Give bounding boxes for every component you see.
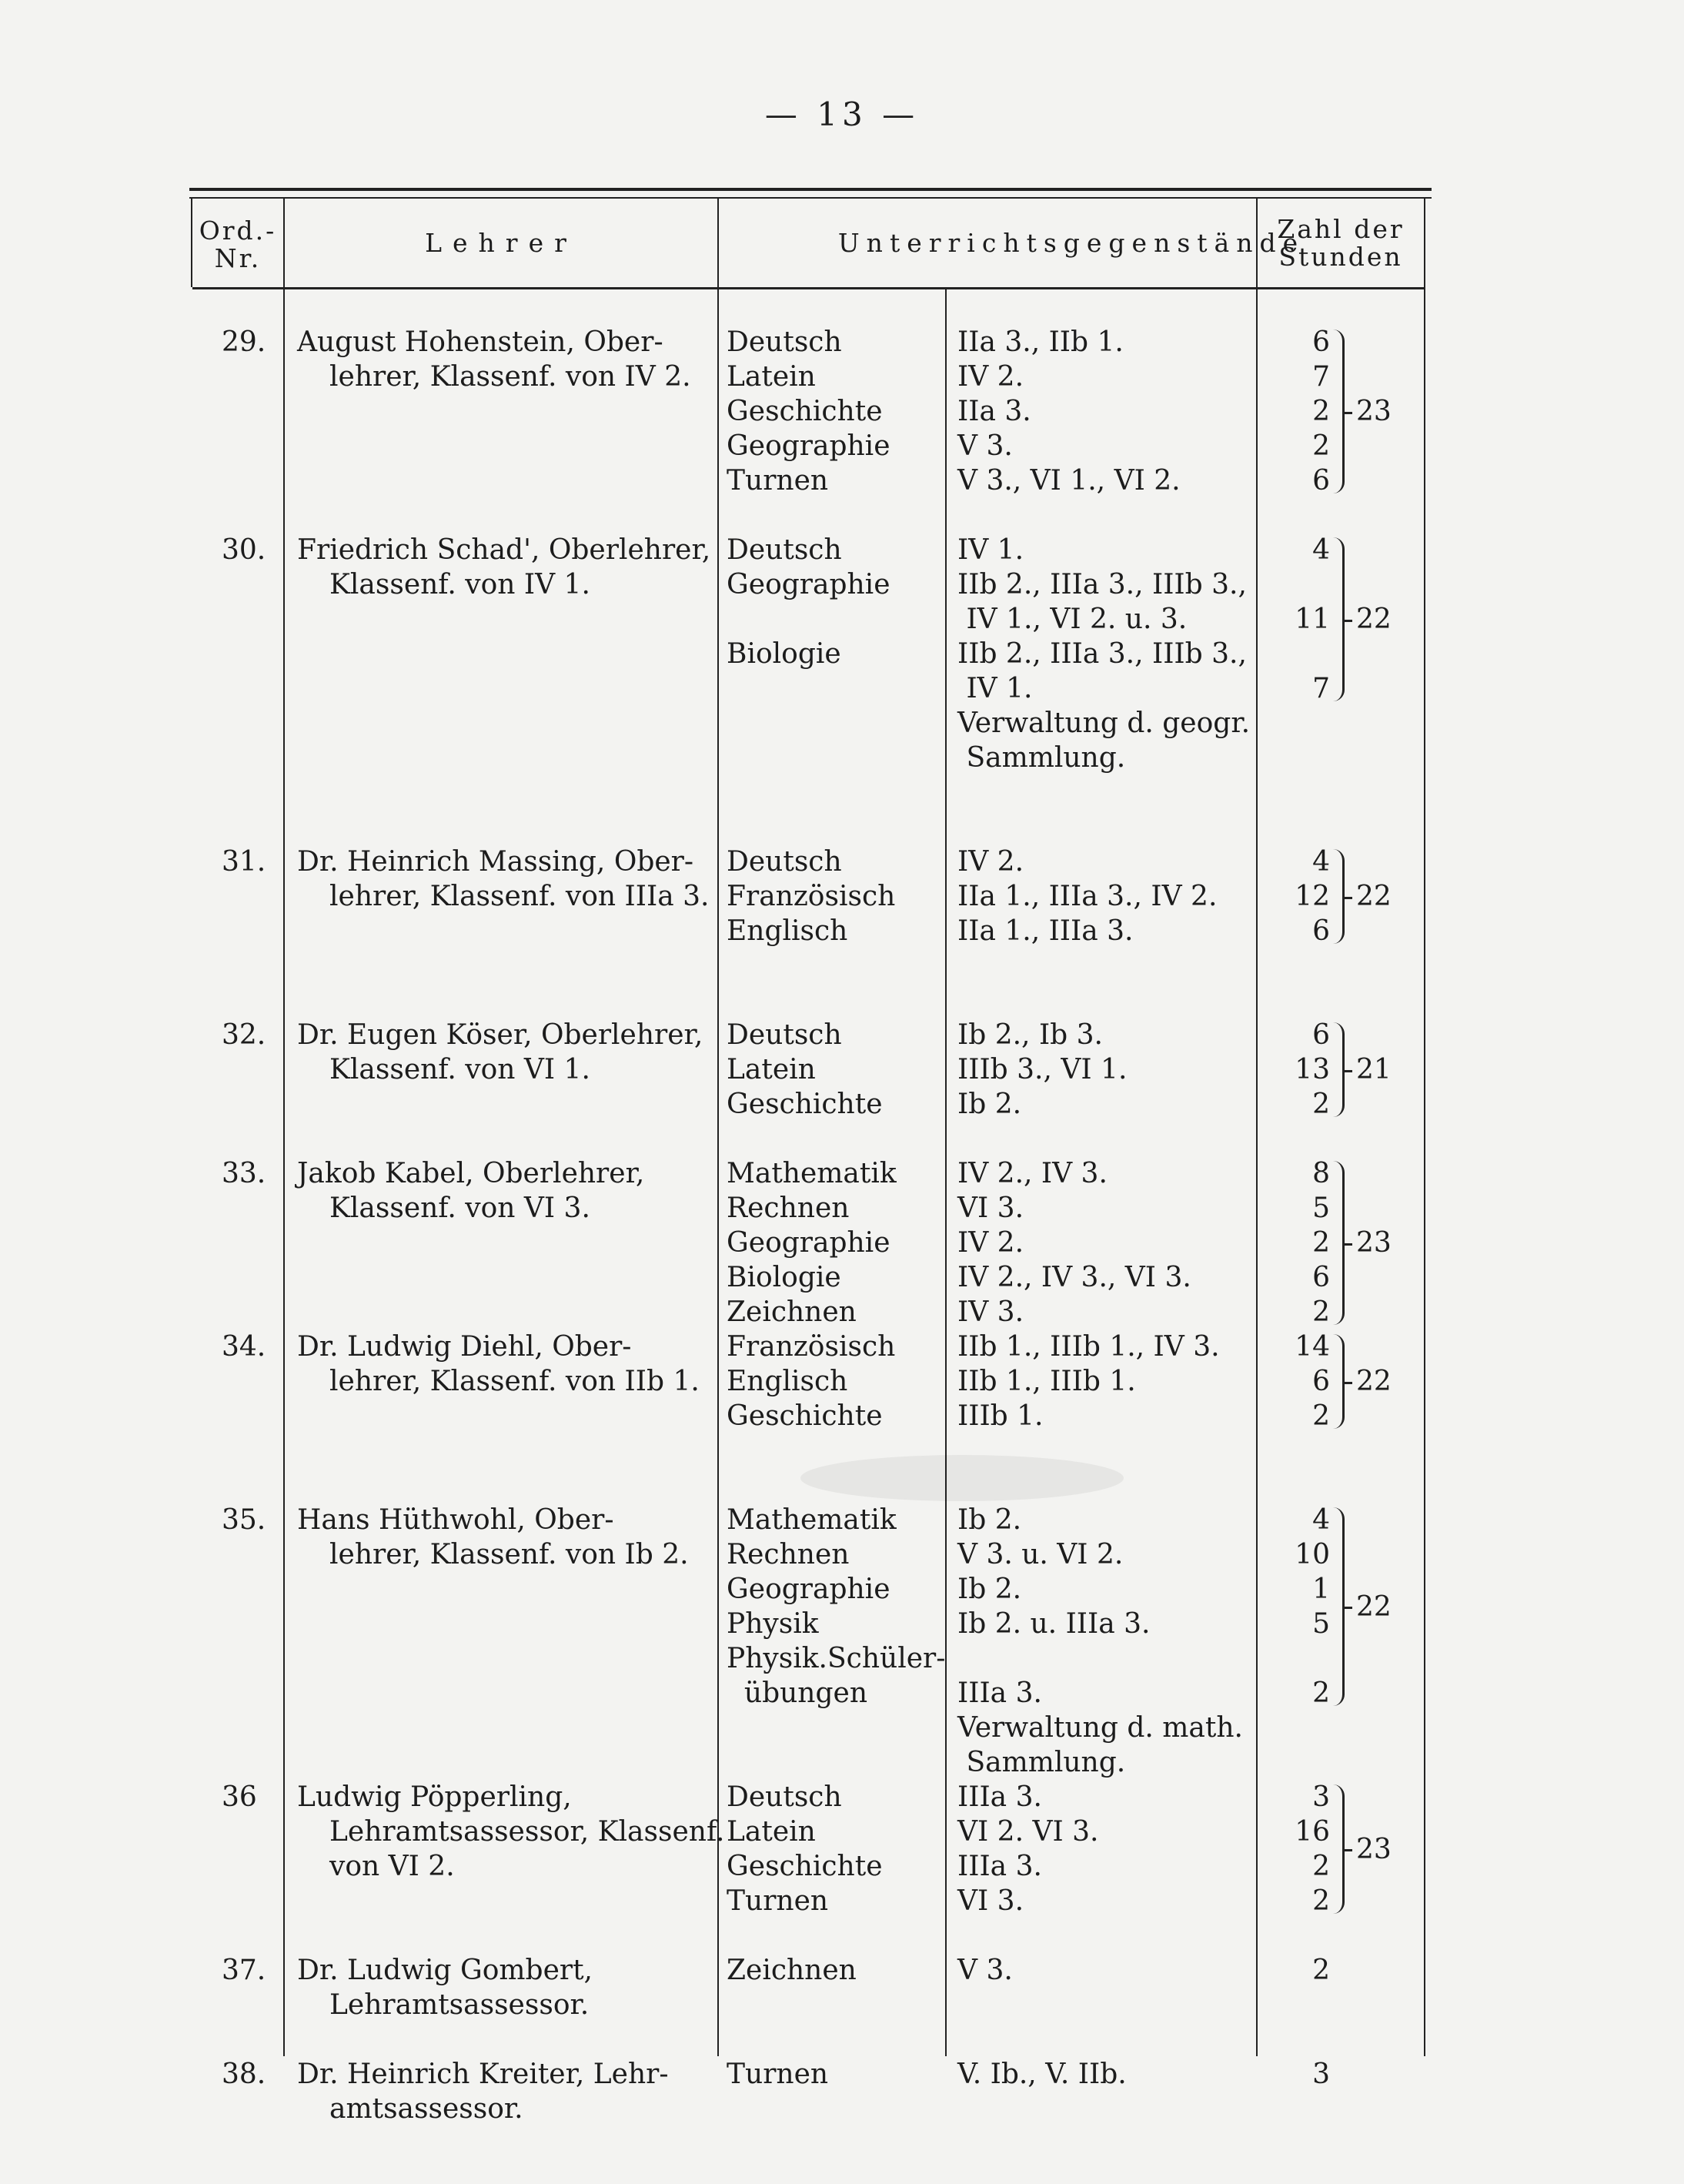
subject-name: Latein [727, 1816, 816, 1848]
teacher-name-line: Jakob Kabel, Oberlehrer, [297, 1158, 645, 1189]
class-list: IIb 2., IIIa 3., IIIb 3., [957, 638, 1247, 670]
teacher-name-line: Dr. Heinrich Massing, Ober- [297, 846, 694, 878]
class-list: IIIa 3. [957, 1677, 1042, 1709]
hours-brace [1333, 1784, 1345, 1914]
class-list: Ib 2. [957, 1089, 1022, 1120]
subject-name: Deutsch [727, 326, 842, 358]
class-list: IIIb 1. [957, 1400, 1044, 1432]
teacher-name-line: von VI 2. [329, 1851, 455, 1882]
subject-name: Zeichnen [727, 1296, 857, 1328]
subject-name: Französisch [727, 881, 896, 912]
teacher-name-line: Hans Hüthwohl, Ober- [297, 1504, 614, 1536]
subject-name: Biologie [727, 638, 841, 670]
header-nr [194, 217, 282, 273]
hours-brace [1333, 1507, 1345, 1706]
hours-value: 4 [1312, 534, 1330, 566]
teacher-name-line: Lehramtsassessor, Klassenf. [329, 1816, 725, 1848]
subject-name: Rechnen [727, 1192, 850, 1224]
subject-name: Deutsch [727, 534, 842, 566]
subject-name: Latein [727, 361, 816, 393]
column-line-nr [283, 199, 285, 2056]
column-line-teacher [717, 199, 719, 2056]
class-list: IV 2., IV 3. [957, 1158, 1108, 1189]
teacher-name-line: Dr. Heinrich Kreiter, Lehr- [297, 2059, 669, 2090]
class-list: IV 1. [957, 673, 1033, 704]
hours-value: 12 [1295, 881, 1330, 912]
subject-name: Turnen [727, 1885, 829, 1917]
teacher-name-line: Friedrich Schad', Oberlehrer, [297, 534, 711, 566]
header-hours-line2: Stunden [1278, 242, 1403, 272]
hours-value: 5 [1312, 1192, 1330, 1224]
class-list: Sammlung. [957, 742, 1126, 774]
class-list: Sammlung. [957, 1747, 1126, 1778]
hours-value: 2 [1312, 1227, 1330, 1259]
subject-name: Latein [727, 1054, 816, 1085]
hours-value: 2 [1312, 1677, 1330, 1709]
hours-brace [1333, 1334, 1345, 1429]
subject-name: Geographie [727, 1574, 890, 1605]
subject-name: Geographie [727, 430, 890, 462]
hours-brace [1333, 1022, 1345, 1117]
class-list: IV 2. [957, 1227, 1024, 1259]
class-list: IIa 3., IIb 1. [957, 326, 1124, 358]
class-list: IIIa 3. [957, 1781, 1042, 1813]
subject-name: Französisch [727, 1331, 896, 1363]
entry-number: 35. [222, 1504, 266, 1536]
subject-name: Physik.Schüler- [727, 1643, 946, 1674]
teacher-name-line: Klassenf. von IV 1. [329, 569, 590, 600]
hours-value: 2 [1312, 396, 1330, 427]
hours-value: 10 [1295, 1539, 1330, 1570]
hours-value: 13 [1295, 1054, 1330, 1085]
hours-value: 16 [1295, 1816, 1330, 1848]
class-list: Verwaltung d. geogr. [957, 707, 1251, 739]
entry-number: 38. [222, 2059, 266, 2090]
class-list: IV 2. [957, 361, 1024, 393]
subject-name: Zeichnen [727, 1955, 857, 1986]
paper-stain [800, 1455, 1124, 1501]
hours-value: 11 [1295, 604, 1330, 635]
teacher-name-line: Dr. Eugen Köser, Oberlehrer, [297, 1019, 703, 1051]
class-list: IV 1., VI 2. u. 3. [957, 604, 1188, 635]
entry-number: 36 [222, 1781, 257, 1813]
header-hours-line1: Zahl der [1277, 214, 1405, 244]
subject-name: Geschichte [727, 1851, 883, 1882]
teacher-name-line: lehrer, Klassenf. von IV 2. [329, 361, 691, 393]
subject-name: Mathematik [727, 1158, 897, 1189]
top-double-rule-thin [189, 197, 1432, 199]
total-hours: 21 [1356, 1054, 1392, 1085]
entry-number: 34. [222, 1331, 266, 1363]
teacher-name-line: amtsassessor. [329, 2093, 523, 2125]
class-list: IIIa 3. [957, 1851, 1042, 1882]
header-hours [1259, 216, 1422, 271]
total-hours: 23 [1356, 1227, 1392, 1259]
class-list: IV 1. [957, 534, 1024, 566]
subject-name: Geschichte [727, 396, 883, 427]
teacher-name-line: Klassenf. von VI 3. [329, 1192, 590, 1224]
class-list: Ib 2. [957, 1574, 1022, 1605]
class-list: IV 2., IV 3., VI 3. [957, 1262, 1191, 1293]
class-list: IIa 1., IIIa 3. [957, 915, 1134, 947]
class-list: V 3. [957, 430, 1013, 462]
class-list: IIIb 3., VI 1. [957, 1054, 1128, 1085]
class-list: IIb 1., IIIb 1., IV 3. [957, 1331, 1220, 1363]
total-hours: 22 [1356, 1590, 1392, 1623]
header-nr-line1: Ord.- [199, 216, 277, 246]
class-list: IIb 1., IIIb 1. [957, 1366, 1136, 1397]
header-subjects: Unterrichtsgegenstände [837, 228, 1305, 258]
teacher-name-line: Klassenf. von VI 1. [329, 1054, 590, 1085]
hours-value: 8 [1312, 1158, 1330, 1189]
entry-number: 30. [222, 534, 266, 566]
class-list: IV 2. [957, 846, 1024, 878]
subject-name: Turnen [727, 2059, 829, 2090]
class-list: IIa 1., IIIa 3., IV 2. [957, 881, 1218, 912]
hours-brace [1333, 537, 1345, 701]
header-teacher: Lehrer [425, 228, 577, 258]
hours-value: 3 [1312, 2059, 1330, 2090]
hours-value: 2 [1312, 1851, 1330, 1882]
hours-value: 14 [1295, 1331, 1330, 1363]
entry-number: 32. [222, 1019, 266, 1051]
entry-number: 37. [222, 1955, 266, 1986]
class-list: IIb 2., IIIa 3., IIIb 3., [957, 569, 1247, 600]
teacher-name-line: Dr. Ludwig Gombert, [297, 1955, 593, 1986]
teacher-name-line: Lehramtsassessor. [329, 1989, 590, 2021]
class-list: V 3., VI 1., VI 2. [957, 465, 1181, 497]
hours-value: 2 [1312, 430, 1330, 462]
column-line-subject [945, 289, 947, 2056]
subject-name: Biologie [727, 1262, 841, 1293]
hours-value: 6 [1312, 1019, 1330, 1051]
header-nr-line2: Nr. [214, 243, 262, 273]
total-hours: 22 [1356, 1366, 1392, 1397]
page-number: — 13 — [764, 95, 920, 133]
hours-value: 2 [1312, 1089, 1330, 1120]
total-hours: 22 [1356, 881, 1392, 912]
subject-name: Physik [727, 1608, 819, 1640]
teacher-name-line: Dr. Ludwig Diehl, Ober- [297, 1331, 632, 1363]
subject-name: Turnen [727, 465, 829, 497]
hours-value: 2 [1312, 1296, 1330, 1328]
column-line-right [1424, 199, 1425, 2056]
subject-name: Mathematik [727, 1504, 897, 1536]
hours-value: 6 [1312, 1366, 1330, 1397]
column-line-left [191, 199, 192, 287]
class-list: VI 3. [957, 1192, 1024, 1224]
hours-value: 3 [1312, 1781, 1330, 1813]
teacher-name-line: lehrer, Klassenf. von IIIa 3. [329, 881, 710, 912]
class-list: V. Ib., V. IIb. [957, 2059, 1127, 2090]
total-hours: 23 [1356, 1833, 1392, 1865]
teacher-name-line: Ludwig Pöpperling, [297, 1781, 572, 1813]
hours-value: 2 [1312, 1400, 1330, 1432]
entry-number: 31. [222, 846, 266, 878]
hours-value: 6 [1312, 326, 1330, 358]
hours-value: 2 [1312, 1955, 1330, 1986]
class-list: Verwaltung d. math. [957, 1712, 1243, 1744]
class-list: V 3. [957, 1955, 1013, 1986]
hours-value: 4 [1312, 1504, 1330, 1536]
class-list: IIa 3. [957, 396, 1031, 427]
subject-name: Geographie [727, 569, 890, 600]
hours-value: 6 [1312, 915, 1330, 947]
class-list: V 3. u. VI 2. [957, 1539, 1124, 1570]
hours-brace [1333, 1161, 1345, 1325]
hours-value: 7 [1312, 361, 1330, 393]
teacher-name-line: lehrer, Klassenf. von IIb 1. [329, 1366, 700, 1397]
subject-name: Geographie [727, 1227, 890, 1259]
hours-value: 1 [1312, 1574, 1330, 1605]
subject-name: übungen [727, 1677, 868, 1709]
class-list: VI 2. VI 3. [957, 1816, 1099, 1848]
top-double-rule [189, 188, 1432, 191]
subject-name: Englisch [727, 915, 848, 947]
hours-value: 2 [1312, 1885, 1330, 1917]
hours-value: 4 [1312, 846, 1330, 878]
class-list: Ib 2. [957, 1504, 1022, 1536]
class-list: IV 3. [957, 1296, 1024, 1328]
teacher-name-line: lehrer, Klassenf. von Ib 2. [329, 1539, 689, 1570]
hours-brace [1333, 329, 1345, 493]
hours-value: 6 [1312, 1262, 1330, 1293]
teacher-name-line: August Hohenstein, Ober- [297, 326, 663, 358]
entry-number: 29. [222, 326, 266, 358]
hours-value: 6 [1312, 465, 1330, 497]
subject-name: Deutsch [727, 1019, 842, 1051]
entry-number: 33. [222, 1158, 266, 1189]
hours-brace [1333, 849, 1345, 944]
subject-name: Englisch [727, 1366, 848, 1397]
header-rule [192, 287, 1425, 289]
subject-name: Deutsch [727, 1781, 842, 1813]
class-list: Ib 2., Ib 3. [957, 1019, 1103, 1051]
hours-value: 5 [1312, 1608, 1330, 1640]
subject-name: Geschichte [727, 1089, 883, 1120]
column-line-classes [1256, 199, 1258, 2056]
subject-name: Geschichte [727, 1400, 883, 1432]
class-list: VI 3. [957, 1885, 1024, 1917]
total-hours: 23 [1356, 396, 1392, 427]
class-list: Ib 2. u. IIIa 3. [957, 1608, 1151, 1640]
hours-value: 7 [1312, 673, 1330, 704]
total-hours: 22 [1356, 604, 1392, 635]
subject-name: Rechnen [727, 1539, 850, 1570]
subject-name: Deutsch [727, 846, 842, 878]
